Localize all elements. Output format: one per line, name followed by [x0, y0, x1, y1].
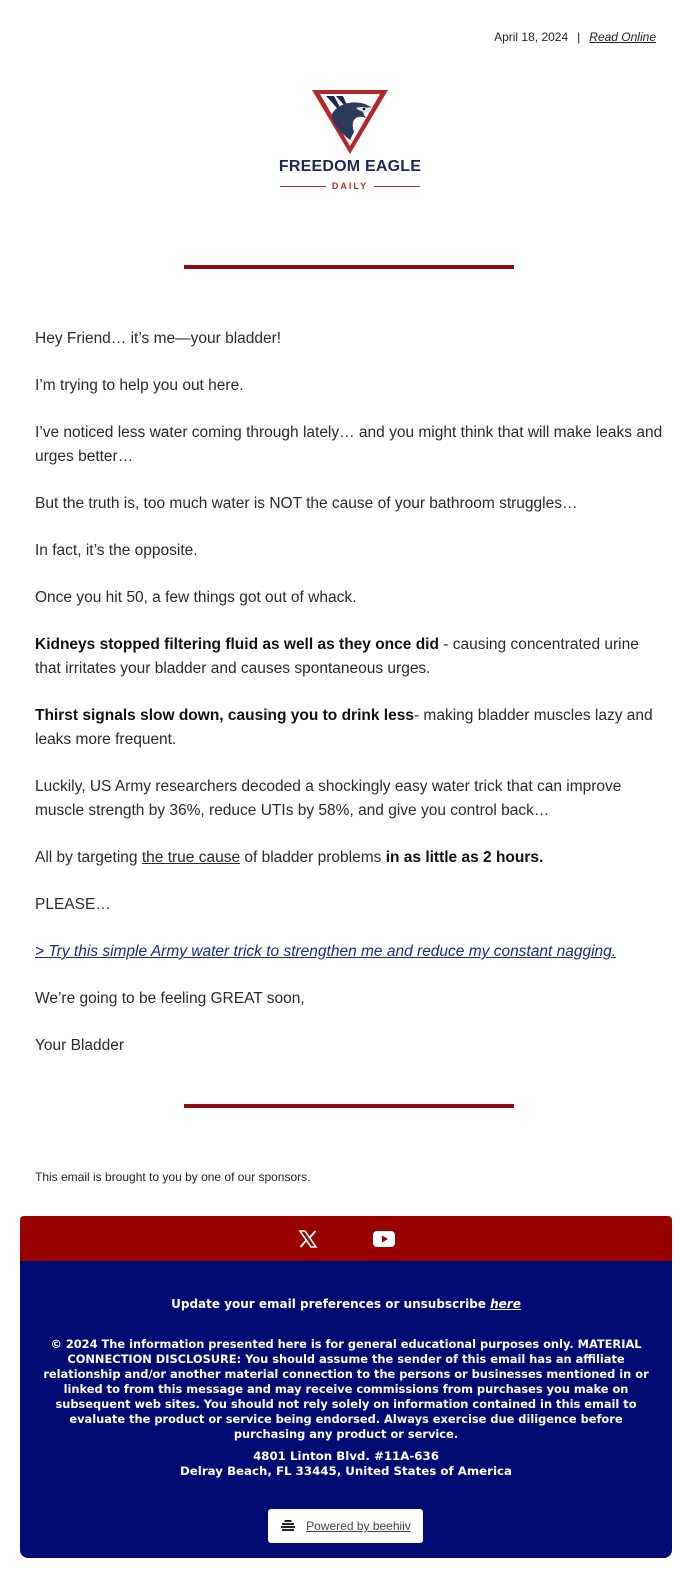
youtube-icon[interactable]: [372, 1227, 396, 1251]
logo-subtitle-row: [280, 176, 420, 190]
disclaimer: © 2024 The information presented here is for general educational purposes only. MATERIAL CONNECTION DISCLOSURE: You should assume the sender of this email has an affiliate relationship and/or another material connection to the persons or businesses mentioned in or linked to from this message and may receive commissions from purchases you make on subsequent web sites. You should not rely solely on information contained in this email to evaluate the product or service being endorsed. Always exercise due diligence before purchasing any product or service.: [43, 1337, 649, 1441]
separator: |: [577, 30, 581, 44]
body-paragraph: Once you hit 50, a few things got out of whack.: [35, 589, 357, 606]
greeting: Hey Friend… it’s me—your bladder!: [35, 330, 282, 347]
body-paragraph: [35, 704, 665, 752]
issue-date: April 18, 2024: [494, 30, 569, 44]
body-paragraph: [35, 633, 665, 681]
body-paragraph: But the truth is, too much water is NOT the cause of your bathroom struggles…: [35, 495, 578, 512]
bold-phrase: in as little as 2 hours.: [385, 849, 544, 866]
body-paragraph: I’ve noticed less water coming through lately… and you might think that will make leaks and urges better…: [35, 424, 663, 465]
text-span: All by targeting: [35, 849, 142, 866]
signoff: Your Bladder: [35, 1037, 125, 1054]
email-body: [35, 327, 665, 1081]
bottom-divider: [184, 1104, 514, 1108]
text-span: of bladder problems: [240, 849, 386, 866]
bold-phrase: Kidneys stopped filtering fluid as well as they once did: [35, 636, 439, 653]
sponsor-note: This email is brought to you by one of our sponsors.: [35, 1170, 311, 1184]
bold-phrase: Thirst signals slow down, causing you to drink less: [35, 707, 414, 724]
body-paragraph: Luckily, US Army researchers decoded a shockingly easy water trick that can improve muscle strength by 36%, reduce UTIs by 58%, and give you control back…: [35, 778, 622, 819]
x-icon[interactable]: [296, 1227, 320, 1251]
body-paragraph: [35, 940, 665, 964]
logo-title: FREEDOM EAGLE: [278, 158, 422, 175]
unsubscribe-link[interactable]: here: [490, 1297, 521, 1311]
powered-by-beehiiv-button[interactable]: [268, 1509, 423, 1543]
social-bar: [20, 1216, 672, 1261]
footer: [20, 1261, 672, 1558]
brand-logo: [0, 88, 700, 190]
address-line-1: 4801 Linton Blvd. #11A-636: [253, 1449, 439, 1463]
body-paragraph: I’m trying to help you out here.: [35, 377, 244, 394]
preferences-line: [20, 1297, 672, 1311]
body-paragraph: PLEASE…: [35, 896, 111, 913]
preferences-text: Update your email preferences or unsubscribe: [171, 1297, 491, 1311]
read-online-link[interactable]: Read Online: [589, 30, 656, 44]
top-bar: [494, 30, 656, 44]
beehiiv-icon: [280, 1519, 296, 1533]
body-paragraph: [35, 846, 665, 870]
top-divider: [184, 265, 514, 269]
text-span: - causing concentrated urine that irritates your bladder and causes spontaneous urges.: [35, 636, 639, 677]
eagle-logo-icon: [310, 88, 390, 156]
body-paragraph: In fact, it’s the opposite.: [35, 542, 198, 559]
true-cause-link[interactable]: the true cause: [141, 849, 241, 866]
address-line-2: Delray Beach, FL 33445, United States of America: [180, 1464, 512, 1478]
powered-by-label: Powered by beehiiv: [306, 1519, 411, 1533]
body-paragraph: We’re going to be feeling GREAT soon,: [35, 990, 305, 1007]
cta-link[interactable]: > Try this simple Army water trick to strengthen me and reduce my constant nagging.: [35, 943, 617, 960]
text-span: - making bladder muscles lazy and leaks more frequent.: [35, 707, 653, 748]
logo-subtitle: DAILY: [326, 181, 374, 191]
address: [20, 1449, 672, 1479]
